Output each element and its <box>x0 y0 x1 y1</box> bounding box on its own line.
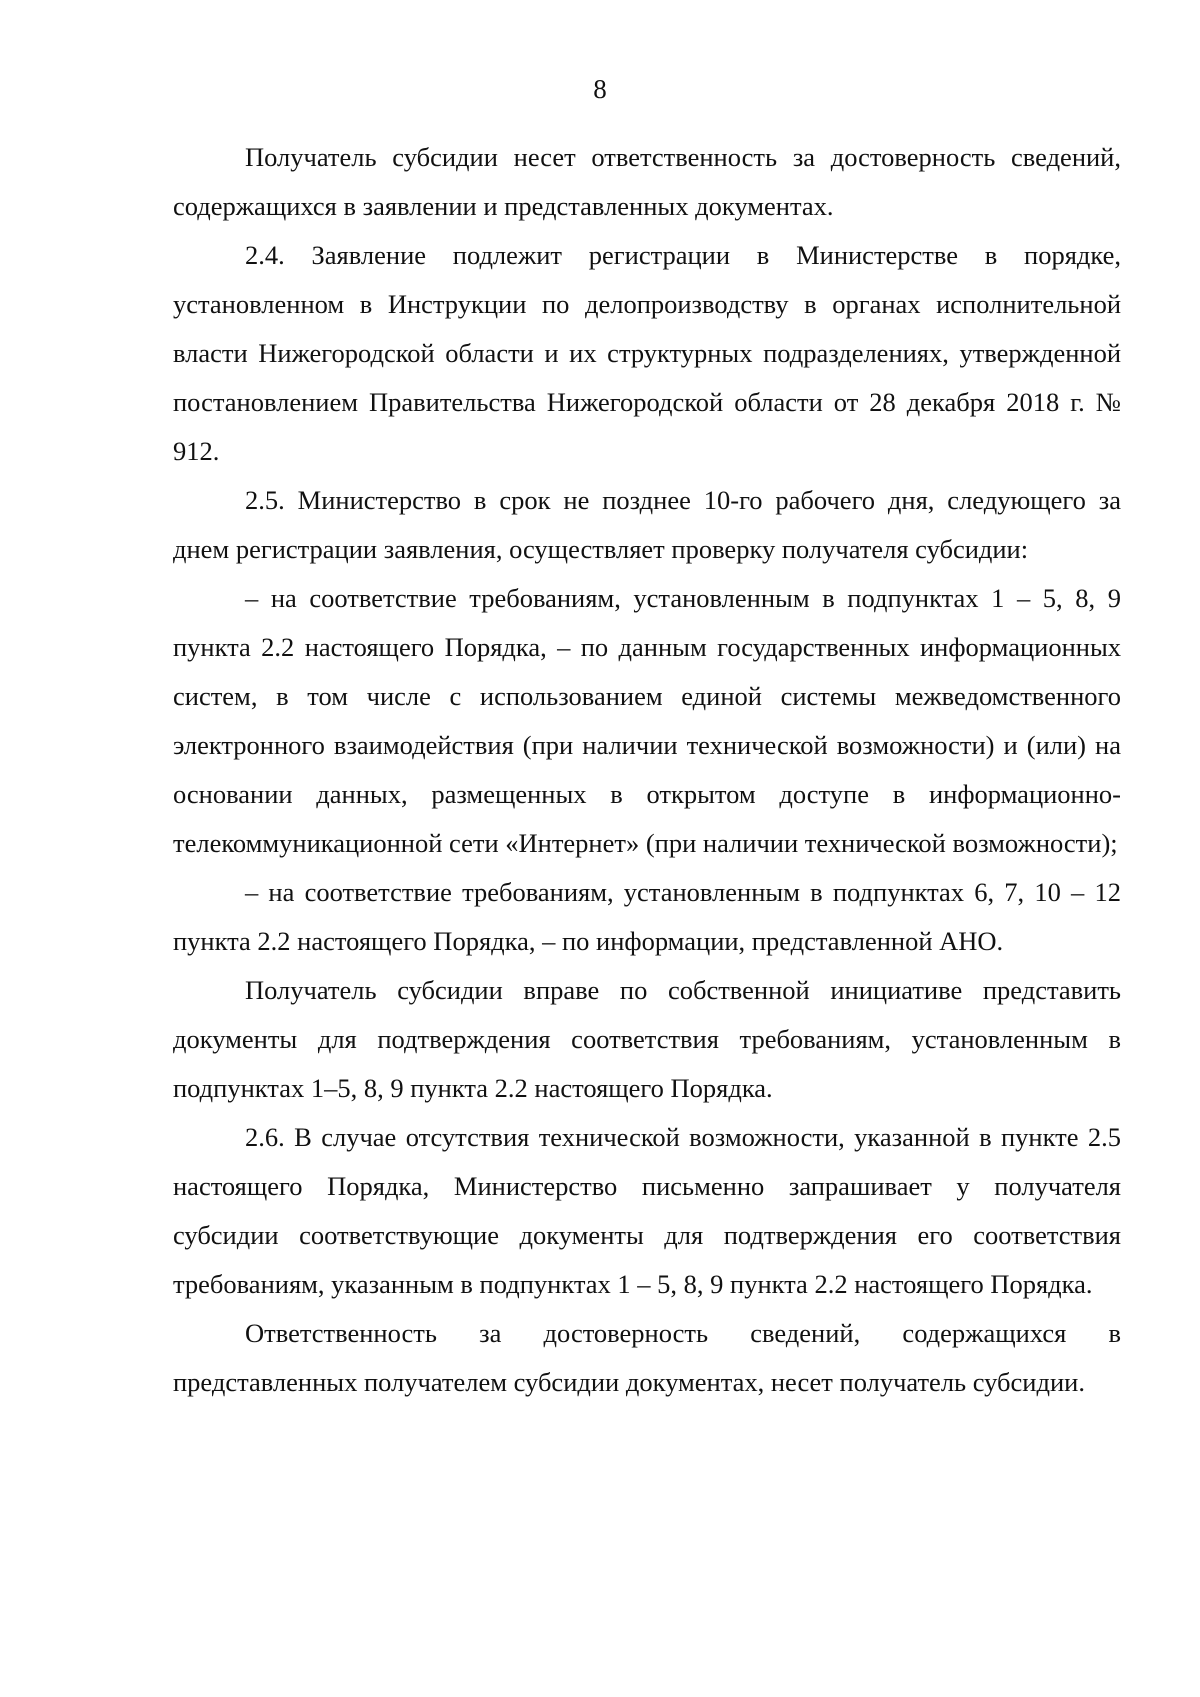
paragraph-responsibility-final: Ответственность за достоверность сведений, содержащихся в представленных получателем субсидии документах, несет получатель субсидии. <box>173 1318 1121 1397</box>
paragraph-2-6: 2.6. В случае отсутствия технической возможности, указанной в пункте 2.5 настоящего Порядка, Министерство письменно запрашивает у получателя субсидии соответствующие документы для подтверждения его соответствия требованиям, указанным в подпунктах 1 – 5, 8, 9 пункта 2.2 настоящего Порядка. <box>173 1122 1121 1299</box>
paragraph-responsibility-intro: Получатель субсидии несет ответственность за достоверность сведений, содержащихся в заявлении и представленных документах. <box>173 142 1121 221</box>
paragraph-2-4: 2.4. Заявление подлежит регистрации в Министерстве в порядке, установленном в Инструкции по делопроизводству в органах исполнительной власти Нижегородской области и их структурных подразделениях, утвержденной постановлением Правительства Нижегородской области от 28 декабря 2018 г. № 912. <box>173 240 1121 466</box>
paragraph-2-5: 2.5. Министерство в срок не позднее 10-го рабочего дня, следующего за днем регистрации заявления, осуществляет проверку получателя субсидии: <box>173 485 1121 564</box>
document-body <box>173 133 1121 1407</box>
list-item-check-ano: – на соответствие требованиям, установленным в подпунктах 6, 7, 10 – 12 пункта 2.2 настоящего Порядка, – по информации, представленной АНО. <box>173 877 1121 956</box>
page-number: 8 <box>593 74 607 104</box>
list-item-check-state-systems: – на соответствие требованиям, установленным в подпунктах 1 – 5, 8, 9 пункта 2.2 настоящего Порядка, – по данным государственных информационных систем, в том числе с использованием единой системы межведомственного электронного взаимодействия (при наличии технической возможности) и (или) на основании данных, размещенных в открытом доступе в информационно-телекоммуникационной сети «Интернет» (при наличии технической возможности); <box>173 583 1121 858</box>
paragraph-own-initiative: Получатель субсидии вправе по собственной инициативе представить документы для подтверждения соответствия требованиям, установленным в подпунктах 1–5, 8, 9 пункта 2.2 настоящего Порядка. <box>173 975 1121 1103</box>
